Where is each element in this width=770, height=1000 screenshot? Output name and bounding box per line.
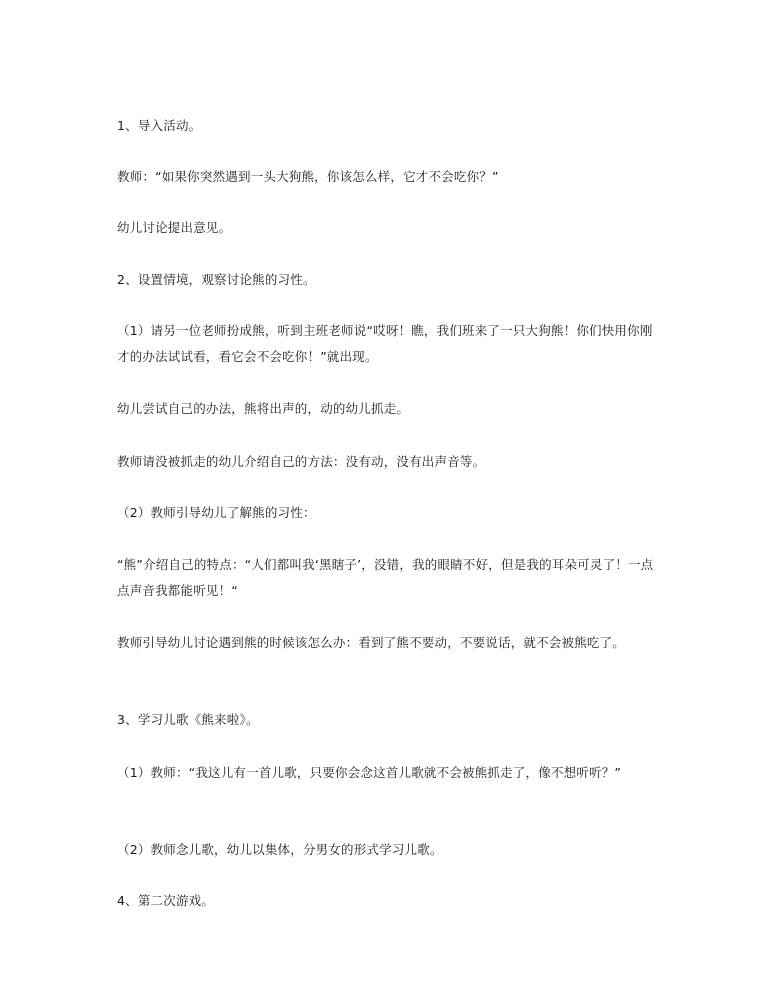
paragraph-children-discuss: 幼儿讨论提出意见。 (117, 220, 232, 235)
paragraph-bear-self-intro: “熊”介绍自己的特点：“人们都叫我‘黑瞎子’，没错，我的眼睛不好，但是我的耳朵可灵了！一点点声音我都能听见！“ (117, 557, 654, 598)
paragraph-teacher-role-play: （1）请另一位老师扮成熊，听到主班老师说“哎呀！瞧，我们班来了一只大狗熊！你们快用你刚才的办法试试看，看它会不会吃你！”就出现。 (117, 323, 653, 364)
paragraph-bear-habits-intro: （2）教师引导幼儿了解熊的习性： (117, 505, 316, 520)
heading-step-2: 2、设置情境，观察讨论熊的习性。 (117, 272, 316, 287)
heading-step-3: 3、学习儿歌《熊来啦》。 (117, 712, 259, 727)
paragraph-learn-song: （2）教师念儿歌，幼儿以集体，分男女的形式学习儿歌。 (117, 842, 443, 857)
paragraph-teacher-song-intro: （1）教师：“我这儿有一首儿歌，只要你会念这首儿歌就不会被熊抓走了，像不想听听？” (117, 765, 622, 780)
heading-step-1: 1、导入活动。 (117, 118, 202, 133)
paragraph-children-try: 幼儿尝试自己的办法，熊将出声的，动的幼儿抓走。 (117, 401, 410, 416)
paragraph-discuss-what-to-do: 教师引导幼儿讨论遇到熊的时候该怎么办：看到了熊不要动，不要说话，就不会被熊吃了。 (117, 635, 626, 650)
paragraph-teacher-question: 教师：“如果你突然遇到一头大狗熊，你该怎么样，它才不会吃你？” (117, 169, 499, 184)
paragraph-children-methods: 教师请没被抓走的幼儿介绍自己的方法：没有动，没有出声音等。 (117, 454, 486, 469)
heading-step-4: 4、第二次游戏。 (117, 893, 215, 908)
